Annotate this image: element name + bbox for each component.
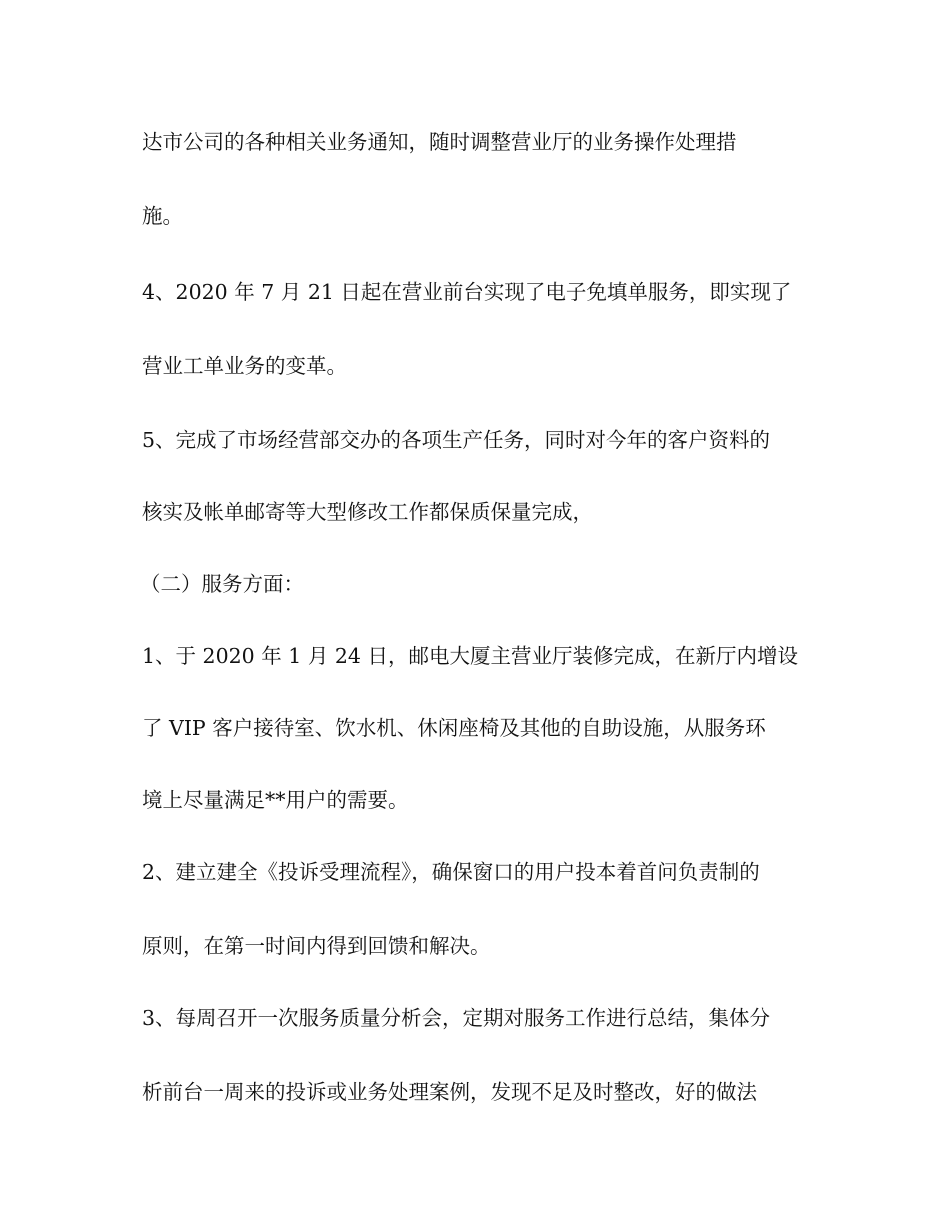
- text-line: 5、完成了市场经营部交办的各项生产任务，同时对今年的客户资料的: [142, 428, 771, 452]
- text-line: 析前台一周来的投诉或业务处理案例，发现不足及时整改，好的做法: [142, 1080, 757, 1104]
- text-line: 核实及帐单邮寄等大型修改工作都保质保量完成，: [142, 500, 593, 524]
- text-line: 营业工单业务的变革。: [142, 354, 347, 378]
- text-line: 境上尽量满足**用户的需要。: [142, 788, 409, 812]
- text-line: 1、于 2020 年 1 月 24 日，邮电大厦主营业厅装修完成，在新厅内增设: [142, 644, 798, 668]
- text-line: 原则，在第一时间内得到回馈和解决。: [142, 934, 491, 958]
- section-heading: （二）服务方面：: [140, 572, 304, 596]
- text-line: 3、每周召开一次服务质量分析会，定期对服务工作进行总结，集体分: [142, 1006, 771, 1030]
- text-line: 2、建立建全《投诉受理流程》，确保窗口的用户投本着首问负责制的: [142, 860, 760, 884]
- text-line: 达市公司的各种相关业务通知，随时调整营业厅的业务操作处理措: [142, 130, 737, 154]
- text-line: 施。: [142, 204, 183, 228]
- text-line: 了 VIP 客户接待室、饮水机、休闲座椅及其他的自助设施，从服务环: [142, 716, 766, 740]
- text-line: 4、2020 年 7 月 21 日起在营业前台实现了电子免填单服务，即实现了: [142, 280, 792, 304]
